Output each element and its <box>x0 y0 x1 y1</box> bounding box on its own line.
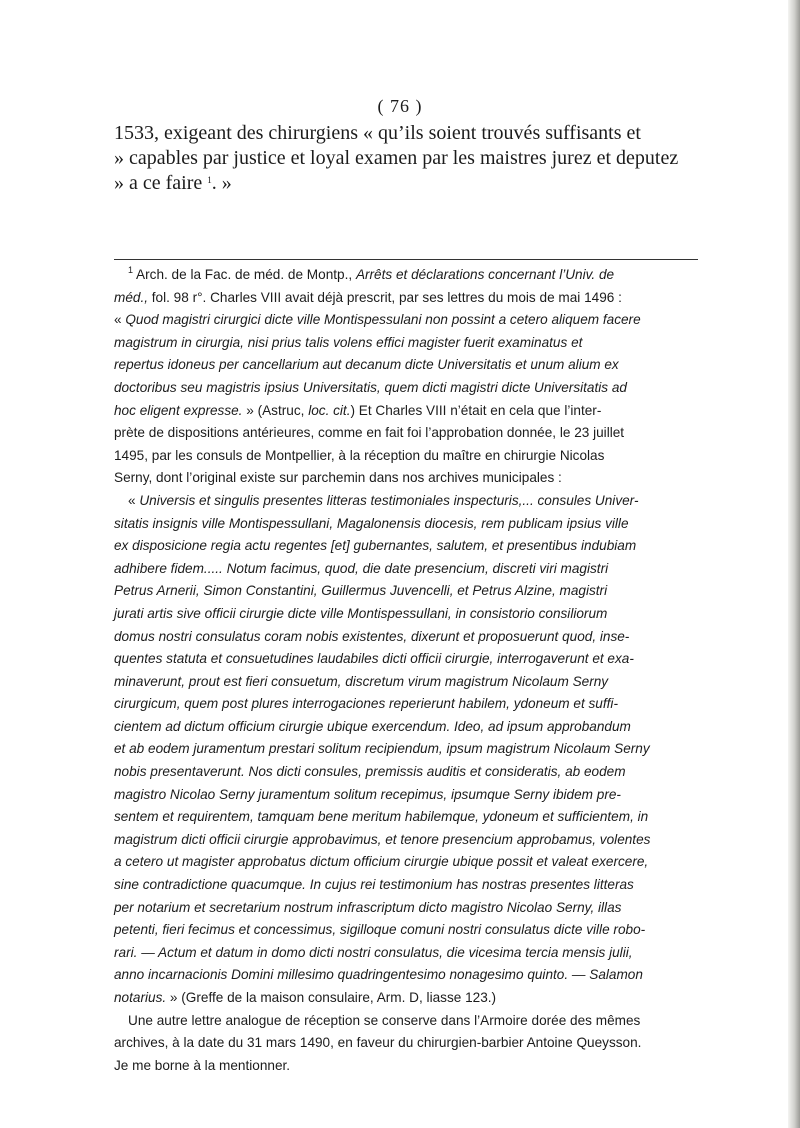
latin-quote: per notarium et secretarium nostrum infrascriptum dicto magistro Nicolao Serny, illas <box>114 899 622 915</box>
footnote-line: notarius. » (Greffe de la maison consulaire, Arm. D, liasse 123.) <box>114 990 497 1005</box>
footnote-line: Je me borne à la mentionner. <box>114 1057 291 1073</box>
latin-quote: loc. cit. <box>308 402 351 418</box>
footnote-line: 1495, par les consuls de Montpellier, à la réception du maître en chirurgie Nicolas <box>114 447 605 463</box>
latin-quote: nobis presentaverunt. Nos dicti consules, premissis auditis et consideratis, ab eodem <box>114 764 626 780</box>
footnote-marker: 1 <box>128 265 134 275</box>
main-paragraph <box>114 121 714 196</box>
footnote-line <box>114 377 714 400</box>
footnote-line: hoc eligent expresse. » (Astruc, loc. cit.) Et Charles VIII n’était en cela que l’inter- <box>114 402 602 418</box>
footnote-line <box>114 671 714 694</box>
footnote-separator <box>114 259 698 260</box>
main-text-line: » a ce faire $^1$. » <box>114 172 232 194</box>
latin-quote: cientem ad dictum officium cirurgie ubique exercendum. Ideo, ad ipsum approbandum <box>114 718 631 734</box>
footnote-line <box>114 513 714 536</box>
latin-quote: magistro Nicolao Serny juramentum solitum recepimus, ipsumque Serny ibidem pre- <box>114 786 621 802</box>
footnote-line: méd., fol. 98 r°. Charles VIII avait déjà prescrit, par ses lettres du mois de mai 1496 : <box>114 289 622 305</box>
latin-quote: anno incarnacionis Domini millesimo quadringentesimo nonagesimo quinto. — Salamon <box>114 967 643 983</box>
footnote-line: prète de dispositions antérieures, comme en fait foi l’approbation donnée, le 23 juillet <box>114 425 625 441</box>
footnote-line: Serny, dont l’original existe sur parchemin dans nos archives municipales : <box>114 470 562 486</box>
footnote-line <box>114 964 714 987</box>
footnote-line <box>114 784 714 807</box>
latin-quote: Quod magistri cirurgici dicte ville Montispessulani non possint a cetero aliquem facere <box>125 312 641 328</box>
latin-quote: méd., <box>114 289 148 305</box>
main-text-line: 1533, exigeant des chirurgiens « qu’ils soient trouvés suffisants et <box>114 122 641 144</box>
latin-quote: notarius. <box>114 990 167 1005</box>
footnote-line <box>114 580 714 603</box>
latin-quote: rari. — Actum et datum in domo dicti nostri consulatus, die vicesima tercia mensis julii, <box>114 944 633 960</box>
latin-quote: domus nostri consulatus coram nobis existentes, dixerunt et proposuerunt quod, inse- <box>114 628 630 644</box>
footnote-line: « Quod magistri cirurgici dicte ville Montispessulani non possint a cetero aliquem facere <box>114 312 641 328</box>
latin-quote: Petrus Arnerii, Simon Constantini, Guillermus Juvencelli, et Petrus Alzine, magistri <box>114 583 608 599</box>
footnote-line <box>114 648 714 671</box>
latin-quote: doctoribus seu magistris ipsius Universitatis, quem dicti magistri dicte Universitatis ad <box>114 379 627 395</box>
footnote-line <box>114 332 714 355</box>
latin-quote: hoc eligent expresse. <box>114 402 243 418</box>
page-edge-shadow <box>788 0 800 1128</box>
latin-quote: petenti, fieri fecimus et concessimus, sigilloque comuni nostri consulatus dicte ville robo- <box>114 922 646 938</box>
footnote-line <box>114 626 714 649</box>
footnote-line <box>114 693 714 716</box>
latin-quote: magistrum in cirurgia, nisi prius talis volens effici magister fuerit examinatus et <box>114 334 583 350</box>
footnote-line: « Universis et singulis presentes litteras testimoniales inspecturis,... consules Univer- <box>128 492 639 508</box>
latin-quote: adhibere fidem..... Notum facimus, quod, die date presencium, discreti viri magistri <box>114 560 609 576</box>
footnote-line <box>114 761 714 784</box>
footnote-line <box>114 716 714 739</box>
footnote-line <box>114 354 714 377</box>
footnote <box>114 264 714 1077</box>
latin-quote: Arrêts et déclarations concernant l’Univ. de <box>355 267 615 282</box>
latin-quote: magistrum dicti officii cirurgie approbavimus, et tenore presencium approbamus, volentes <box>114 831 651 847</box>
latin-quote: sine contradictione quacumque. In cujus rei testimonium has nostras presentes litteras <box>114 877 634 893</box>
footnote-line <box>114 851 714 874</box>
footnote-line <box>114 806 714 829</box>
latin-quote: minaverunt, prout est fieri consuetum, discretum virum magistrum Nicolaum Serny <box>114 673 609 689</box>
latin-quote: repertus idoneus per cancellarium aut decanum dicte Universitatis et unum alium ex <box>114 357 619 373</box>
latin-quote: cirurgicum, quem post plures interrogaciones reperierunt habilem, ydoneum et suffi- <box>114 696 618 712</box>
latin-quote: a cetero ut magister approbatus dictum officium cirurgie ubique possit et valeat exercere, <box>114 854 649 870</box>
footnote-line <box>114 942 714 965</box>
footnote-line <box>114 897 714 920</box>
latin-quote: sentem et requirentem, tamquam bene meritum habilemque, ydoneum et sufficientem, in <box>114 809 649 825</box>
latin-quote: sitatis insignis ville Montispessullani, Magalonensis diocesis, rem publicam ipsius ville <box>114 515 629 531</box>
latin-quote: ex disposicione regia actu regentes [et] gubernantes, salutem, et presentibus indubiam <box>114 538 637 554</box>
footnote-line: Une autre lettre analogue de réception se conserve dans l’Armoire dorée des mêmes <box>128 1012 641 1028</box>
footnote-reference[interactable]: 1 <box>207 175 212 185</box>
latin-quote: jurati artis sive officii cirurgie dicte ville Montispessullani, in consistorio consiliorum <box>114 605 608 621</box>
page-number: ( 76 ) <box>377 96 423 116</box>
footnote-first-line: $^1$ Arch. de la Fac. de méd. de Montp., Arrêts et déclarations concernant l’Univ. de <box>128 265 615 282</box>
latin-quote: et ab eodem juramentum prestari solitum recipiendum, ipsum magistrum Nicolaum Serny <box>114 741 650 757</box>
footnote-line <box>114 603 714 626</box>
footnote-line <box>114 535 714 558</box>
latin-quote: Universis et singulis presentes litteras testimoniales inspecturis,... consules Univer- <box>139 492 639 508</box>
footnote-line <box>114 874 714 897</box>
footnote-line <box>114 919 714 942</box>
footnote-line <box>114 738 714 761</box>
main-text-line: » capables par justice et loyal examen par les maistres jurez et deputez <box>114 147 679 169</box>
latin-quote: quentes statuta et consuetudines laudabiles dicti officii cirurgie, interrogaverunt et exa- <box>114 651 634 667</box>
footnote-line: archives, à la date du 31 mars 1490, en faveur du chirurgien-barbier Antoine Queysson. <box>114 1035 642 1051</box>
footnote-line <box>114 558 714 581</box>
footnote-line <box>114 829 714 852</box>
